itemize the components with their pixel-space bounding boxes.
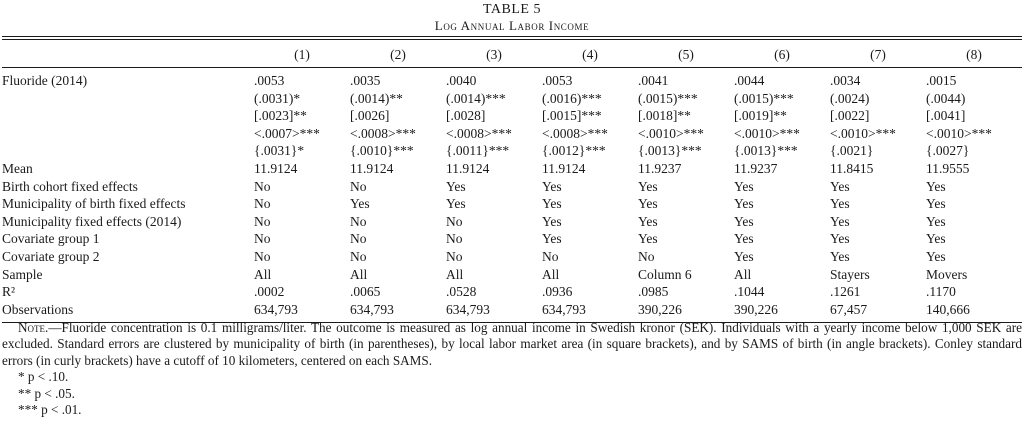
table-cell: (.0031)* xyxy=(254,90,301,106)
table-cell: Yes xyxy=(830,178,850,194)
column-header: (8) xyxy=(966,47,982,62)
significance-note: * p < .10. xyxy=(18,369,69,385)
table-cell: <.0007>*** xyxy=(254,125,320,141)
table-cell: [.0022] xyxy=(830,108,870,124)
table-cell: .0015 xyxy=(926,73,957,88)
table-cell: 11.9237 xyxy=(638,160,682,176)
table-cell: Yes xyxy=(638,213,658,229)
table-cell: Yes xyxy=(638,178,658,194)
table-cell: Yes xyxy=(542,178,562,194)
table-cell: Yes xyxy=(542,231,562,247)
table-cell: (.0044) xyxy=(926,90,966,106)
table-number: TABLE 5 xyxy=(483,2,541,17)
column-header: (7) xyxy=(870,47,886,62)
row-label: Sample xyxy=(2,266,43,282)
table-cell: <.0010>*** xyxy=(926,125,992,141)
corner-cell xyxy=(2,44,254,66)
table-cell: No xyxy=(254,178,271,194)
table-cell: No xyxy=(350,231,367,247)
table-cell: Yes xyxy=(830,196,850,212)
table-cell: .0040 xyxy=(446,73,477,88)
table-body xyxy=(2,72,1022,323)
table-cell: Yes xyxy=(542,196,562,212)
table-cell: 634,793 xyxy=(350,301,394,317)
notes-prefix: Note. xyxy=(18,320,49,335)
top-rule-1 xyxy=(2,36,1022,37)
table-cell: {.0013}*** xyxy=(734,143,798,159)
table-cell: All xyxy=(254,266,272,282)
table-cell: (.0016)*** xyxy=(542,90,602,106)
column-header: (5) xyxy=(678,47,694,62)
table-cell: Movers xyxy=(926,266,968,282)
fluoride-row xyxy=(2,125,1022,143)
table-cell: No xyxy=(446,248,463,264)
significance-note: ** p < .05. xyxy=(18,385,75,401)
table-row xyxy=(2,301,1022,319)
row-label: Observations xyxy=(2,301,74,317)
table-cell: No xyxy=(446,213,463,229)
row-label xyxy=(2,125,254,143)
table-cell: No xyxy=(254,213,271,229)
table-cell: .0035 xyxy=(350,73,381,88)
table-cell: (.0015)*** xyxy=(638,90,698,106)
row-label: Mean xyxy=(2,160,33,176)
table-title-block xyxy=(0,2,1024,34)
table-cell: Yes xyxy=(926,213,946,229)
table-cell: <.0010>*** xyxy=(830,125,896,141)
table-cell: (.0014)** xyxy=(350,90,403,106)
table-cell: Yes xyxy=(446,178,466,194)
table-cell: Yes xyxy=(830,213,850,229)
fluoride-row xyxy=(2,142,1022,160)
table-cell: 634,793 xyxy=(446,301,490,317)
column-header: (2) xyxy=(390,47,406,62)
table-cell: Yes xyxy=(830,248,850,264)
row-label xyxy=(2,142,254,160)
table-cell: <.0010>*** xyxy=(638,125,704,141)
table-cell: .0041 xyxy=(638,73,669,88)
column-header: (1) xyxy=(294,47,310,62)
column-header: (4) xyxy=(582,47,598,62)
table-row xyxy=(2,160,1022,178)
table-row xyxy=(2,230,1022,248)
table-cell: All xyxy=(350,266,368,282)
table-cell: Yes xyxy=(542,213,562,229)
column-header-row xyxy=(2,44,1022,66)
table-cell: Yes xyxy=(350,196,370,212)
results-table xyxy=(2,44,1022,323)
table-cell: {.0021} xyxy=(830,143,874,159)
table-cell: Yes xyxy=(734,178,754,194)
table-cell: 11.9124 xyxy=(542,160,586,176)
table-cell: 140,666 xyxy=(926,301,970,317)
table-cell: {.0010}*** xyxy=(350,143,414,159)
row-label: Municipality of birth fixed effects xyxy=(2,196,186,212)
table-cell: .0053 xyxy=(254,73,285,88)
table-cell: 390,226 xyxy=(638,301,682,317)
table-notes xyxy=(2,320,1022,418)
table-row xyxy=(2,266,1022,284)
row-label: Municipality fixed effects (2014) xyxy=(2,213,182,229)
table-cell: Column 6 xyxy=(638,266,692,282)
row-label: Covariate group 2 xyxy=(2,248,100,264)
table-row xyxy=(2,213,1022,231)
row-label xyxy=(2,107,254,125)
row-label: Covariate group 1 xyxy=(2,231,100,247)
table-cell: Yes xyxy=(734,231,754,247)
table-cell: (.0015)*** xyxy=(734,90,794,106)
table-cell: No xyxy=(350,213,367,229)
table-cell: Yes xyxy=(830,231,850,247)
row-label: Birth cohort fixed effects xyxy=(2,178,138,194)
table-cell: [.0019]** xyxy=(734,108,787,124)
table-cell: (.0014)*** xyxy=(446,90,506,106)
table-cell: .0053 xyxy=(542,73,573,88)
table-cell: All xyxy=(734,266,752,282)
table-cell: 11.9124 xyxy=(254,160,298,176)
table-cell: .1170 xyxy=(926,284,956,300)
table-cell: .0002 xyxy=(254,284,285,300)
table-cell: <.0008>*** xyxy=(350,125,416,141)
table-cell: Yes xyxy=(926,196,946,212)
table-caption: Log Annual Labor Income xyxy=(434,18,590,33)
table-cell: No xyxy=(542,248,559,264)
table-cell: {.0011}*** xyxy=(446,143,510,159)
table-cell: No xyxy=(638,248,655,264)
table-cell: Yes xyxy=(638,231,658,247)
fluoride-row xyxy=(2,90,1022,108)
table-cell: No xyxy=(254,231,271,247)
table-cell: {.0027} xyxy=(926,143,970,159)
table-cell: Yes xyxy=(926,248,946,264)
table-cell: .1261 xyxy=(830,284,861,300)
table-cell: {.0012}*** xyxy=(542,143,606,159)
table-cell: [.0018]** xyxy=(638,108,691,124)
table-cell: [.0028] xyxy=(446,108,486,124)
notes-text: —Fluoride concentration is 0.1 milligrams/liter. The outcome is measured as log annual income in Swedish kronor (SEK). Individuals with a yearly income below 1,000 SEK are excluded. Standard errors are clustered by municipality of birth (in parentheses), by local labor market area (in square brackets), and by SAMS of birth (in angle brackets). Conley standard errors (in curly brackets) have a cutoff of 10 kilometers, centered on each SAMS. xyxy=(2,320,1022,368)
table-cell: [.0015]*** xyxy=(542,108,602,124)
row-label xyxy=(2,90,254,108)
table-cell: 11.9124 xyxy=(446,160,490,176)
table-cell: .0528 xyxy=(446,284,477,300)
table-cell: All xyxy=(446,266,464,282)
table-cell: [.0026] xyxy=(350,108,390,124)
table-cell: 634,793 xyxy=(254,301,298,317)
table-cell: Yes xyxy=(638,196,658,212)
table-row xyxy=(2,195,1022,213)
fluoride-row xyxy=(2,72,1022,90)
table-cell: 11.9555 xyxy=(926,160,970,176)
table-cell: No xyxy=(350,248,367,264)
notes-paragraph xyxy=(2,320,1022,369)
table-cell: 390,226 xyxy=(734,301,778,317)
table-cell: <.0008>*** xyxy=(542,125,608,141)
table-cell: Yes xyxy=(734,196,754,212)
table-cell: All xyxy=(542,266,560,282)
table-cell: Yes xyxy=(734,213,754,229)
table-cell: {.0013}*** xyxy=(638,143,702,159)
table-cell: <.0008>*** xyxy=(446,125,512,141)
table-cell: .0044 xyxy=(734,73,765,88)
table-cell: .0985 xyxy=(638,284,669,300)
table-cell: 11.8415 xyxy=(830,160,874,176)
row-label: Fluoride (2014) xyxy=(2,73,88,88)
table-cell: {.0031}* xyxy=(254,143,305,159)
table-cell: <.0010>*** xyxy=(734,125,800,141)
table-cell: No xyxy=(254,248,271,264)
table-cell: 11.9237 xyxy=(734,160,778,176)
top-rule-2 xyxy=(2,39,1022,40)
table-cell: .0034 xyxy=(830,73,861,88)
table-cell: No xyxy=(254,196,271,212)
table-row xyxy=(2,283,1022,301)
table-cell: Yes xyxy=(734,248,754,264)
table-row xyxy=(2,248,1022,266)
table-cell: [.0023]** xyxy=(254,108,307,124)
table-cell: Stayers xyxy=(830,266,870,282)
column-header: (3) xyxy=(486,47,502,62)
table-cell: No xyxy=(446,231,463,247)
table-cell: .0065 xyxy=(350,284,381,300)
table-cell: Yes xyxy=(446,196,466,212)
table-cell: (.0024) xyxy=(830,90,870,106)
fluoride-row xyxy=(2,107,1022,125)
row-label: R² xyxy=(2,284,16,300)
table-row xyxy=(2,178,1022,196)
table-cell: 67,457 xyxy=(830,301,868,317)
table-cell: .1044 xyxy=(734,284,765,300)
table-cell: No xyxy=(350,178,367,194)
column-header: (6) xyxy=(774,47,790,62)
significance-note: *** p < .01. xyxy=(18,402,82,418)
table-cell: 11.9124 xyxy=(350,160,394,176)
table-cell: Yes xyxy=(926,178,946,194)
table-cell: 634,793 xyxy=(542,301,586,317)
table-cell: .0936 xyxy=(542,284,573,300)
table-cell: [.0041] xyxy=(926,108,966,124)
table-cell: Yes xyxy=(926,231,946,247)
